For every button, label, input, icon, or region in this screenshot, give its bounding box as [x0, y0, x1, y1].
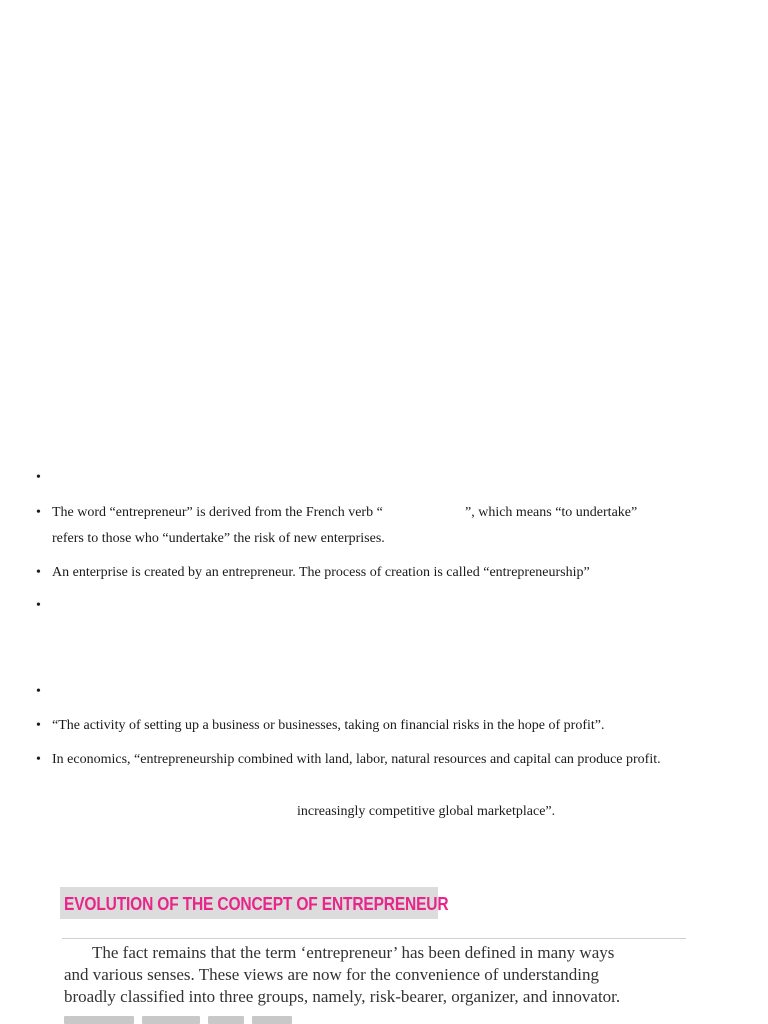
scanned-excerpt: [58, 880, 708, 1024]
bullet-text-derivation-part1: The word “entrepreneur” is derived from the French verb “: [52, 505, 383, 520]
bullet-text-enterprise: An enterprise is created by an entrepreneur. The process of creation is called “entrepreneurship”: [52, 565, 590, 580]
bullet-marker: •: [36, 684, 41, 699]
paragraph-line: The fact remains that the term ‘entrepreneur’ has been defined in many ways: [92, 943, 615, 962]
paragraph-line: and various senses. These views are now for the convenience of understanding: [64, 965, 600, 984]
bullet-text-economics: In economics, “entrepreneurship combined with land, labor, natural resources and capital can produce profit.: [52, 752, 661, 767]
section-heading: EVOLUTION OF THE CONCEPT OF ENTREPRENEUR: [64, 893, 449, 914]
continuation-text: increasingly competitive global marketplace”.: [297, 804, 556, 819]
bullet-marker: •: [36, 470, 41, 485]
bullet-marker: •: [36, 598, 41, 613]
paragraph-line: broadly classified into three groups, namely, risk-bearer, organizer, and innovator.: [64, 987, 621, 1006]
bullet-marker: •: [36, 718, 41, 733]
divider: [62, 938, 686, 939]
excerpt-paragraph: [64, 942, 694, 1008]
bullet-text-derivation-part2: ”, which means “to undertake”: [465, 505, 638, 520]
bullet-marker: •: [36, 505, 41, 520]
bullet-text-derivation-line2: refers to those who “undertake” the risk of new enterprises.: [52, 531, 385, 546]
bullet-marker: •: [36, 565, 41, 580]
bullet-text-activity: “The activity of setting up a business or businesses, taking on financial risks in the hope of profit”.: [52, 718, 605, 733]
bullet-marker: •: [36, 752, 41, 767]
cropped-next-line: [64, 1016, 304, 1024]
